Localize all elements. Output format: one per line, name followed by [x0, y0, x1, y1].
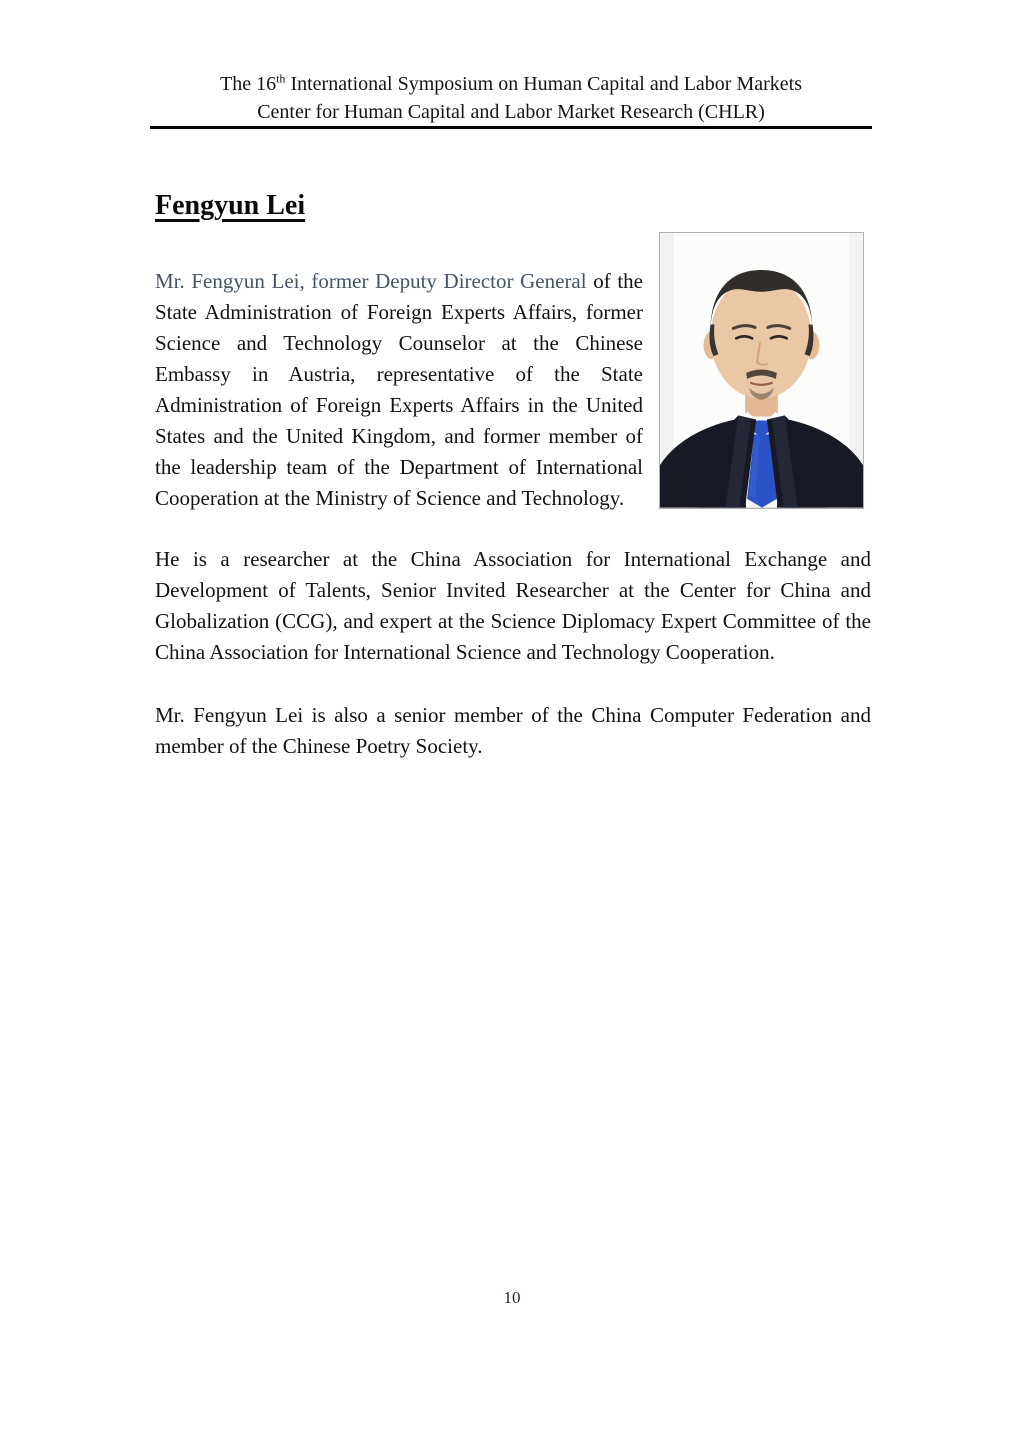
page-number: 10 — [503, 1288, 521, 1307]
bio-paragraph-2: He is a researcher at the China Association for International Exchange and Development of Talents, Senior Invited Researcher at the Center for China and Globalization (CCG), and expert at the Science Diplomacy Expert Committee of the China Association for International Science and Technology Cooperation. — [155, 547, 871, 665]
header-line-2: Center for Human Capital and Labor Market Research (CHLR) — [257, 101, 765, 123]
document-header — [150, 0, 872, 126]
bio-paragraph-1-rest: of the State Administration of Foreign Experts Affairs, former Science and Technology Counselor at the Chinese Embassy in Austria, representative of the State Administration of Foreign Experts Affairs in the United States and the United Kingdom, and former member of the leadership team of the Department of International Cooperation at the Ministry of Science and Technology. — [155, 269, 643, 511]
header-line-1-suffix: International Symposium on Human Capital and Labor Markets — [285, 73, 802, 95]
header-line-1 — [150, 70, 872, 98]
bio-paragraph-1-lead: Mr. Fengyun Lei, former Deputy Director General — [155, 269, 587, 294]
bio-paragraph-1 — [155, 266, 643, 514]
bio-paragraph-3: Mr. Fengyun Lei is also a senior member of the China Computer Federation and member of the Chinese Poetry Society. — [155, 703, 871, 759]
page-title: Fengyun Lei — [155, 190, 306, 221]
page-content — [155, 129, 871, 762]
bio-row — [155, 266, 871, 514]
header-line-1-prefix: The 16 — [220, 73, 277, 95]
portrait-photo — [659, 232, 864, 509]
header-ordinal-sup: th — [276, 71, 286, 86]
portrait-illustration — [660, 233, 863, 508]
